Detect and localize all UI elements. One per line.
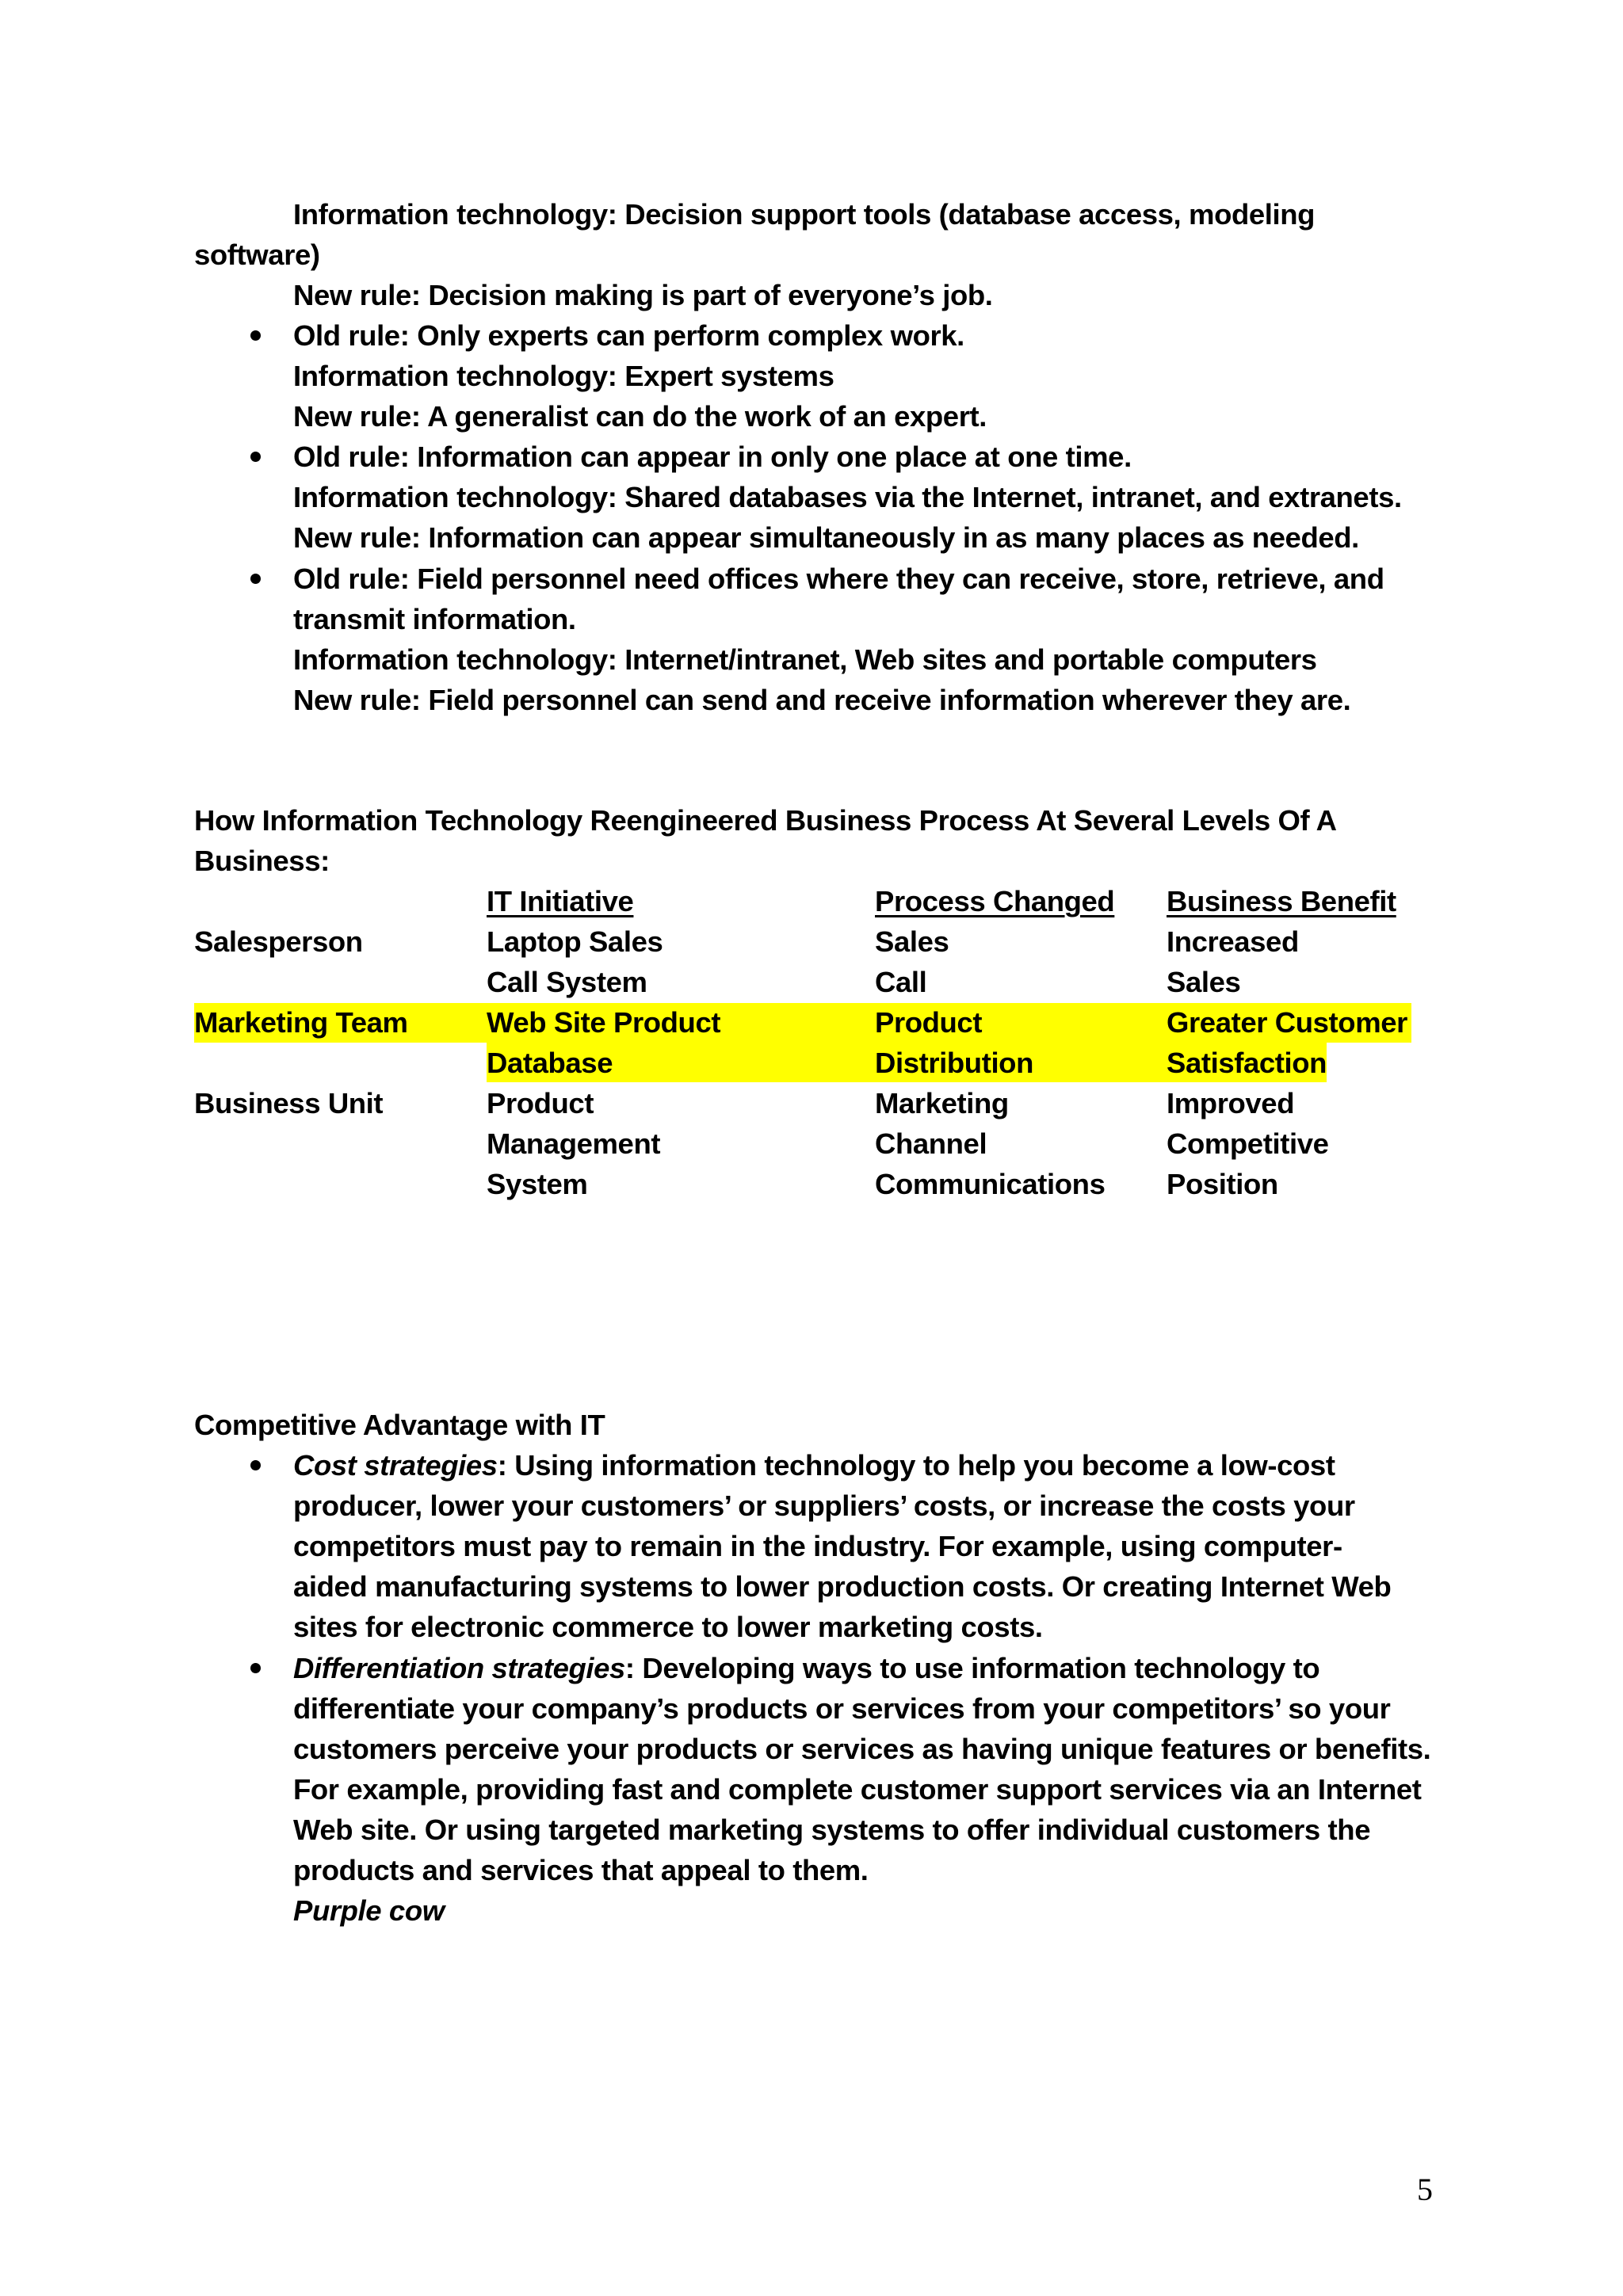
row-process: Marketing [875,1087,1009,1119]
strategy-text-line: aided manufacturing systems to lower production costs. Or creating Internet Web [293,1570,1392,1603]
row-benefit: Greater Customer [1167,1006,1407,1039]
strategy-text-line [293,1445,1335,1486]
strategy-text-line: producer, lower your customers’ or suppliers’ costs, or increase the costs your [293,1489,1355,1522]
rule-text-line: Old rule: Field personnel need offices where they can receive, store, retrieve, and [293,563,1384,595]
strategy-text-line: Web site. Or using targeted marketing systems to offer individual customers the [293,1814,1371,1846]
row-initiative: Call System [487,966,647,998]
bullet-icon [250,1663,261,1673]
row-level: Marketing Team [194,1006,408,1039]
strategy-text-line [293,1648,1319,1689]
rule-text-line: New rule: Information can appear simultaneously in as many places as needed. [293,521,1359,554]
row-initiative: Web Site Product [487,1006,721,1039]
section-heading: Business: [194,845,330,877]
row-process: Communications [875,1168,1106,1200]
rule-text-line: New rule: Decision making is part of everyone’s job. [293,279,993,311]
row-process: Sales [875,925,949,958]
page-number: 5 [1417,2172,1433,2207]
row-process: Product [875,1006,983,1039]
rule-text-line: New rule: Field personnel can send and receive information wherever they are. [293,684,1351,716]
bullet-icon [250,452,261,462]
row-benefit: Competitive [1167,1127,1329,1160]
row-benefit: Position [1167,1168,1278,1200]
row-level: Salesperson [194,925,363,958]
strategy-text-line: For example, providing fast and complete customer support services via an Internet [293,1773,1422,1806]
row-initiative: Management [487,1127,661,1160]
row-process: Channel [875,1127,987,1160]
purple-cow-note: Purple cow [293,1894,445,1927]
strategy-term: Cost strategies [293,1449,498,1482]
row-process: Call [875,966,927,998]
strategy-text-line: products and services that appeal to them. [293,1854,869,1886]
row-benefit: Sales [1167,966,1241,998]
strategy-text-line: differentiate your company’s products or services from your competitors’ so your [293,1692,1391,1725]
rule-text-line: Old rule: Information can appear in only one place at one time. [293,441,1132,473]
row-benefit: Satisfaction [1167,1047,1327,1079]
bullet-icon [250,1460,261,1470]
table-header-business-benefit: Business Benefit [1167,885,1396,917]
section-heading: How Information Technology Reengineered Business Process At Several Levels Of A [194,804,1337,837]
strategy-text: : Developing ways to use information technology to [624,1652,1320,1684]
rule-text-line: transmit information. [293,603,576,635]
strategy-text: : Using information technology to help you become a low-cost [497,1449,1335,1482]
row-initiative: System [487,1168,588,1200]
rule-text-line: Information technology: Internet/intranet, Web sites and portable computers [293,643,1317,676]
table-header-process-changed: Process Changed [875,885,1115,917]
row-benefit: Increased [1167,925,1299,958]
strategy-text-line: sites for electronic commerce to lower marketing costs. [293,1611,1043,1643]
section-heading: Competitive Advantage with IT [194,1409,605,1441]
rule-text-line: Information technology: Shared databases via the Internet, intranet, and extranets. [293,481,1402,513]
bullet-icon [250,330,261,341]
rule-text-line: software) [194,238,320,271]
strategy-text-line: customers perceive your products or services as having unique features or benefits. [293,1733,1431,1765]
table-header-it-initiative: IT Initiative [487,885,634,917]
rule-text-line: Old rule: Only experts can perform complex work. [293,319,964,352]
rule-text-line: Information technology: Decision support tools (database access, modeling [293,198,1316,231]
row-initiative: Laptop Sales [487,925,663,958]
strategy-text-line: competitors must pay to remain in the industry. For example, using computer- [293,1530,1342,1562]
row-level: Business Unit [194,1087,384,1119]
row-benefit: Improved [1167,1087,1295,1119]
row-initiative: Product [487,1087,594,1119]
rule-text-line: Information technology: Expert systems [293,360,834,392]
row-process: Distribution [875,1047,1033,1079]
row-initiative: Database [487,1047,613,1079]
bullet-icon [250,574,261,584]
rule-text-line: New rule: A generalist can do the work of an expert. [293,400,987,433]
strategy-term: Differentiation strategies [293,1652,625,1684]
